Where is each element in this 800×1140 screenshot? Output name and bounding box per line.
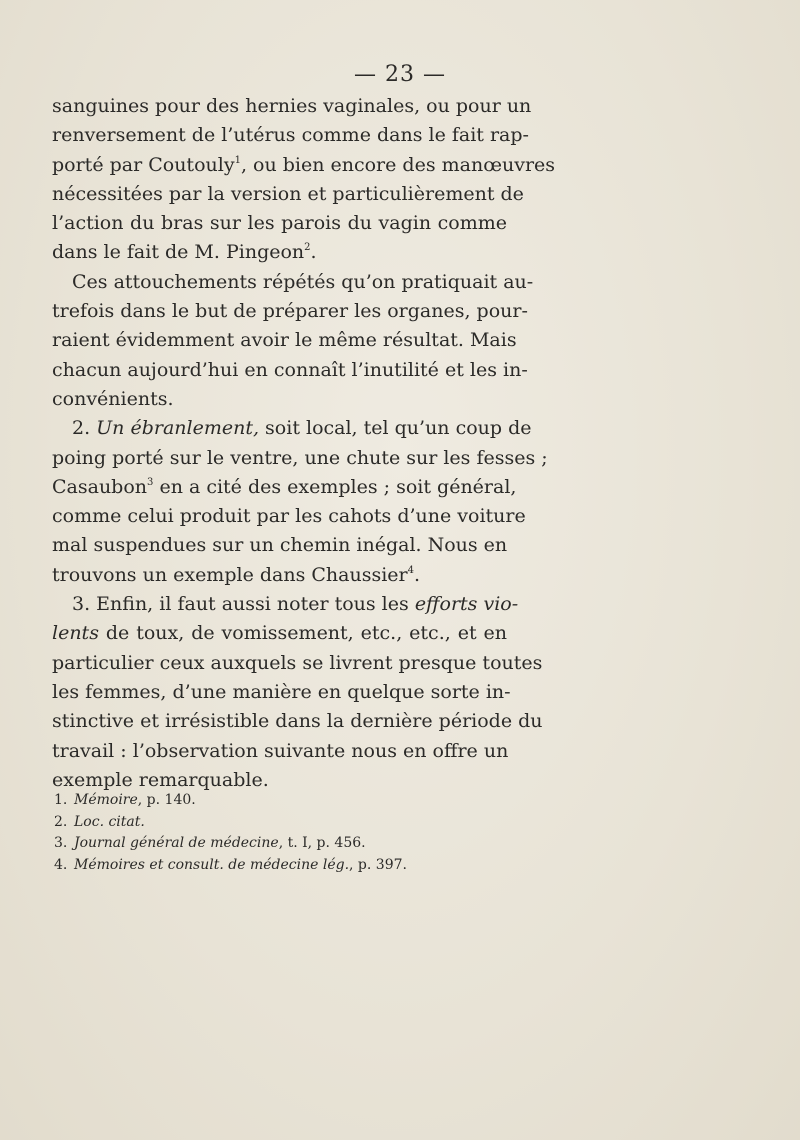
text-run: soit local, tel qu’un coup de <box>259 417 532 440</box>
text-run: de toux, de vomissement, etc., etc., et en <box>98 622 507 645</box>
text-line <box>52 297 528 326</box>
footnote-ref: 4 <box>407 564 414 576</box>
text-run: Casaubon <box>52 475 148 498</box>
text-line <box>52 209 507 238</box>
footnote-ref-detail: , t. I, p. 456. <box>278 835 366 851</box>
text-line <box>52 356 528 385</box>
footnote-title: Loc. citat. <box>74 813 145 830</box>
footnote-ref: 2 <box>304 242 311 254</box>
text-run: , ou bien encore des manœuvres <box>240 153 556 176</box>
text-run: poing porté sur le ventre, une chute sur les fesses ; <box>52 446 548 469</box>
text-run: l’action du bras sur les parois du vagin comme <box>52 212 507 235</box>
text-line <box>52 121 529 150</box>
text-run: stinctive et irrésistible dans la dernière période du <box>52 710 543 733</box>
footnote-number: 3. <box>54 835 68 851</box>
text-line <box>52 151 556 180</box>
footnote <box>52 790 512 812</box>
text-line <box>52 590 519 619</box>
footnote-ref-detail: , p. 140. <box>137 792 196 808</box>
text-line <box>52 502 526 531</box>
text-line <box>52 473 517 502</box>
text-run: 2. <box>72 417 97 440</box>
body-text <box>52 92 556 795</box>
text-run: les femmes, d’une manière en quelque sorte in- <box>52 680 511 703</box>
footnotes <box>52 790 512 876</box>
footnote-number: 2. <box>54 813 68 830</box>
footnote-ref-detail: , p. 397. <box>349 856 407 873</box>
text-run: Un ébranlement, <box>96 417 260 440</box>
text-line <box>52 92 532 121</box>
text-run: Ces attouchements répétés qu’on pratiquait au- <box>72 270 534 293</box>
footnote-number: 1. <box>54 792 68 808</box>
text-line <box>52 649 543 678</box>
text-line <box>52 561 507 590</box>
text-run: dans le fait de M. Pingeon <box>52 241 305 264</box>
text-line <box>52 737 507 766</box>
text-line <box>52 268 534 297</box>
text-run: mal suspendues sur un chemin inégal. Nous en <box>52 534 508 557</box>
footnote-title: Mémoire <box>74 792 138 808</box>
text-run: . <box>414 563 421 586</box>
page-number: — 23 — <box>354 62 446 87</box>
text-line <box>52 238 507 267</box>
text-run: particulier ceux auxquels se livrent presque toutes <box>52 651 543 674</box>
footnote <box>52 812 512 834</box>
text-run: raient évidemment avoir le même résultat. Mais <box>52 329 517 352</box>
text-line <box>52 531 507 560</box>
footnote-title: Mémoires et consult. de médecine lég. <box>74 856 350 873</box>
text-run: comme celui produit par les cahots d’une voiture <box>52 505 526 528</box>
text-line <box>52 326 517 355</box>
footnote-title: Journal général de médecine <box>74 835 279 851</box>
text-run: nécessitées par la version et particulièrement de <box>52 182 524 205</box>
text-run: . <box>310 241 317 264</box>
text-run: en a cité des exemples ; soit général, <box>153 475 517 498</box>
text-run: chacun aujourd’hui en connaît l’inutilité et les in- <box>52 358 528 381</box>
text-run: exemple remarquable. <box>52 768 269 791</box>
text-line <box>52 707 543 736</box>
footnote-ref: 3 <box>147 476 154 488</box>
text-line <box>52 619 507 648</box>
footnote-ref: 1 <box>234 154 241 166</box>
text-run: sanguines pour des hernies vaginales, ou pour un <box>52 95 532 117</box>
text-run: 3. Enfin, il faut aussi noter tous les <box>72 593 415 616</box>
footnote <box>52 833 512 855</box>
text-line <box>52 678 511 707</box>
text-run: travail : l’observation suivante nous en offre un <box>52 739 509 762</box>
text-run: trefois dans le but de préparer les organes, pour- <box>52 300 528 323</box>
text-line <box>52 444 548 473</box>
text-line <box>52 414 532 443</box>
text-line <box>52 385 507 414</box>
text-run: renversement de l’utérus comme dans le fait rap- <box>52 124 529 147</box>
text-run: trouvons un exemple dans Chaussier <box>52 563 408 586</box>
footnote-number: 4. <box>54 856 68 873</box>
text-run: porté par Coutouly <box>52 153 235 176</box>
text-run: convénients. <box>52 387 174 410</box>
text-run: efforts vio- <box>414 593 519 616</box>
footnote <box>52 855 512 877</box>
text-line <box>52 180 524 209</box>
text-run: lents <box>52 622 99 645</box>
